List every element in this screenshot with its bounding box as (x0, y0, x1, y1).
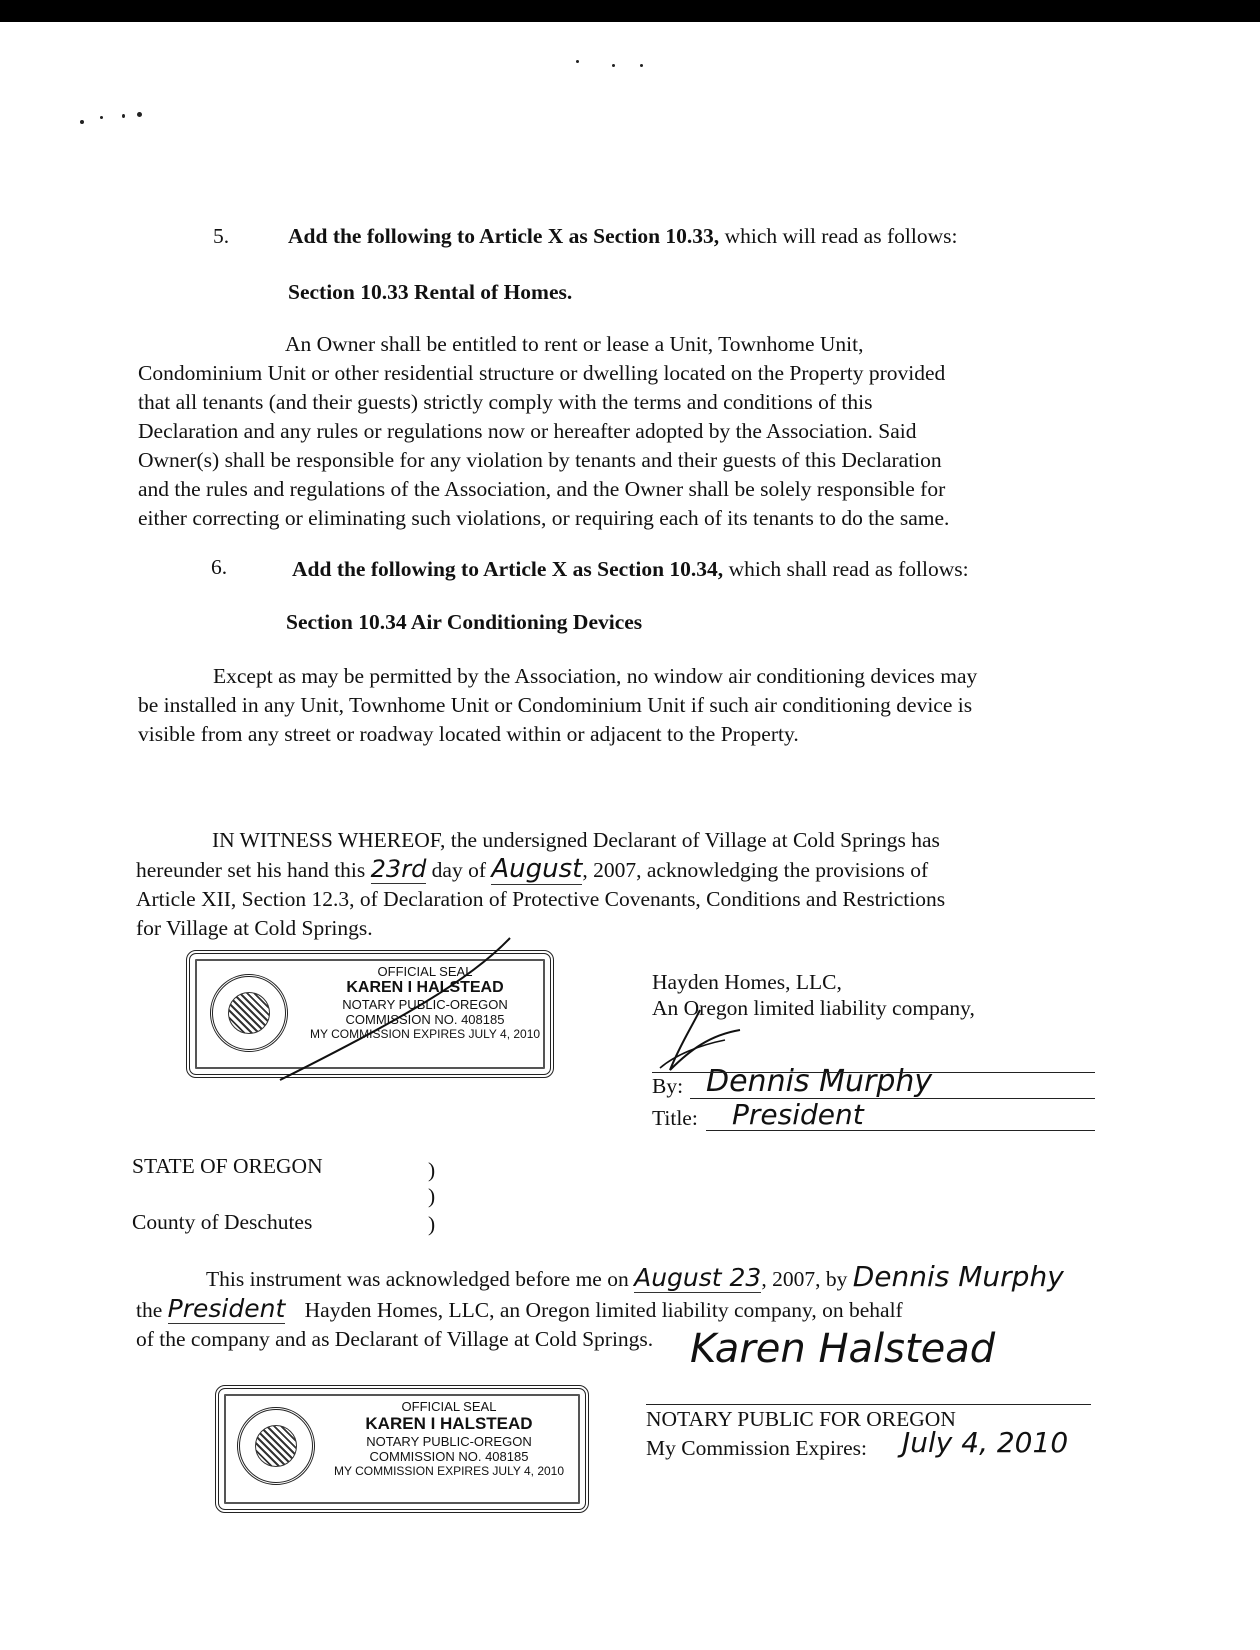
venue-paren: ) (428, 1158, 436, 1182)
ack-text: This instrument was acknowledged before me on (206, 1267, 629, 1291)
stamp-bottom-text (324, 1399, 574, 1478)
scan-speck (576, 60, 579, 63)
stamp-line: NOTARY PUBLIC-OREGON (366, 1434, 532, 1449)
item6-para-line: Except as may be permitted by the Association, no window air conditioning devices may (213, 664, 978, 688)
item5-paragraph (138, 330, 949, 533)
title-label: Title: (652, 1106, 698, 1130)
stamp-line: COMMISSION NO. 408185 (345, 1012, 505, 1027)
item6-lead (292, 555, 969, 584)
stamp-line: COMMISSION NO. 408185 (369, 1449, 529, 1464)
handwritten-title: President (732, 1098, 864, 1131)
witness-line (136, 855, 945, 885)
item5-para-line: that all tenants (and their guests) strictly comply with the terms and conditions of this (138, 390, 873, 414)
stamp-line: KAREN I HALSTEAD (346, 979, 504, 996)
witness-text: day of (431, 858, 486, 882)
item5-lead (288, 222, 957, 251)
item5-para-line: An Owner shall be entitled to rent or lease a Unit, Townhome Unit, (285, 332, 864, 356)
witness-line: IN WITNESS WHEREOF, the undersigned Declarant of Village at Cold Springs has (212, 828, 940, 852)
scan-speck (80, 120, 84, 124)
item5-heading: Section 10.33 Rental of Homes. (288, 280, 573, 304)
item5-lead-rest: which will read as follows: (719, 224, 958, 248)
item6-number: 6. (211, 555, 228, 579)
item6-para-line: visible from any street or roadway located within or adjacent to the Property. (138, 722, 799, 746)
commission-expires-label: My Commission Expires: (646, 1436, 867, 1460)
stamp-line: MY COMMISSION EXPIRES JULY 4, 2010 (333, 1464, 565, 1478)
handwritten-ack-date: August 23 (634, 1263, 762, 1292)
by-label: By: (652, 1074, 684, 1098)
handwritten-day: 23rd (370, 855, 427, 883)
handwritten-month: August (491, 854, 583, 884)
scan-speck (100, 116, 103, 119)
state-seal-icon (237, 1407, 315, 1485)
scan-speck (612, 64, 615, 67)
ack-line (136, 1294, 1064, 1325)
scan-speck (640, 64, 643, 67)
item6-paragraph (138, 662, 977, 749)
ack-text: Hayden Homes, LLC, an Oregon limited liability company, on behalf (304, 1298, 903, 1322)
ack-line (136, 1262, 1064, 1294)
signature-scribble (220, 930, 780, 1100)
notary-stamp-bottom (215, 1385, 589, 1513)
handwritten-signer-name: Dennis Murphy (706, 1064, 933, 1099)
item6-lead-bold: Add the following to Article X as Section 10.34, (292, 557, 724, 581)
handwritten-ack-name: Dennis Murphy (852, 1260, 1064, 1293)
item5-para-line: Condominium Unit or other residential structure or dwelling located on the Property provided (138, 361, 946, 385)
venue-county: County of Deschutes (132, 1210, 313, 1234)
witness-line: for Village at Cold Springs. (136, 916, 373, 940)
item5-para-line: Owner(s) shall be responsible for any violation by tenants and their guests of this Declaration (138, 448, 942, 472)
item5-number: 5. (213, 224, 230, 248)
ack-text: the (136, 1298, 163, 1322)
scan-speck (122, 114, 125, 118)
item6-heading: Section 10.34 Air Conditioning Devices (286, 610, 643, 634)
scan-top-edge (0, 0, 1260, 22)
item5-para-line: Declaration and any rules or regulations now or hereafter adopted by the Association. Said (138, 419, 917, 443)
witness-text: , 2007, acknowledging the provisions of (582, 858, 929, 882)
item5-lead-bold: Add the following to Article X as Section 10.33, (288, 224, 720, 248)
notary-signature: Karen Halstead (690, 1326, 996, 1372)
witness-text: hereunder set his hand this (136, 858, 366, 882)
witness-line: Article XII, Section 12.3, of Declaration of Protective Covenants, Conditions and Restrictions (136, 887, 946, 911)
ack-line: of the company and as Declarant of Village at Cold Springs. (136, 1327, 654, 1351)
stamp-line: OFFICIAL SEAL (401, 1399, 497, 1414)
item6-lead-rest: which shall read as follows: (723, 557, 969, 581)
company-description: An Oregon limited liability company, (652, 996, 975, 1020)
item6-para-line: be installed in any Unit, Townhome Unit or Condominium Unit if such air conditioning device is (138, 693, 973, 717)
scan-speck (137, 112, 142, 117)
company-name: Hayden Homes, LLC, (652, 970, 842, 994)
stamp-line: KAREN I HALSTEAD (365, 1414, 533, 1433)
venue-paren: ) (428, 1184, 436, 1208)
venue-paren: ) (428, 1212, 436, 1236)
stamp-line: NOTARY PUBLIC-OREGON (342, 997, 508, 1012)
witness-paragraph (136, 826, 945, 943)
handwritten-ack-title: President (167, 1294, 286, 1323)
notary-label: NOTARY PUBLIC FOR OREGON (646, 1407, 956, 1431)
stamp-line: MY COMMISSION EXPIRES JULY 4, 2010 (310, 1027, 541, 1041)
stamp-line: OFFICIAL SEAL (377, 964, 473, 979)
ack-text: , 2007, by (761, 1267, 848, 1291)
handwritten-expiration: July 4, 2010 (902, 1426, 1069, 1459)
venue-state: STATE OF OREGON (132, 1154, 323, 1178)
item5-para-line: and the rules and regulations of the Association, and the Owner shall be solely responsible for (138, 477, 946, 501)
item5-para-line: either correcting or eliminating such violations, or requiring each of its tenants to do the same. (138, 506, 950, 530)
company-signature-line (652, 1072, 1095, 1073)
